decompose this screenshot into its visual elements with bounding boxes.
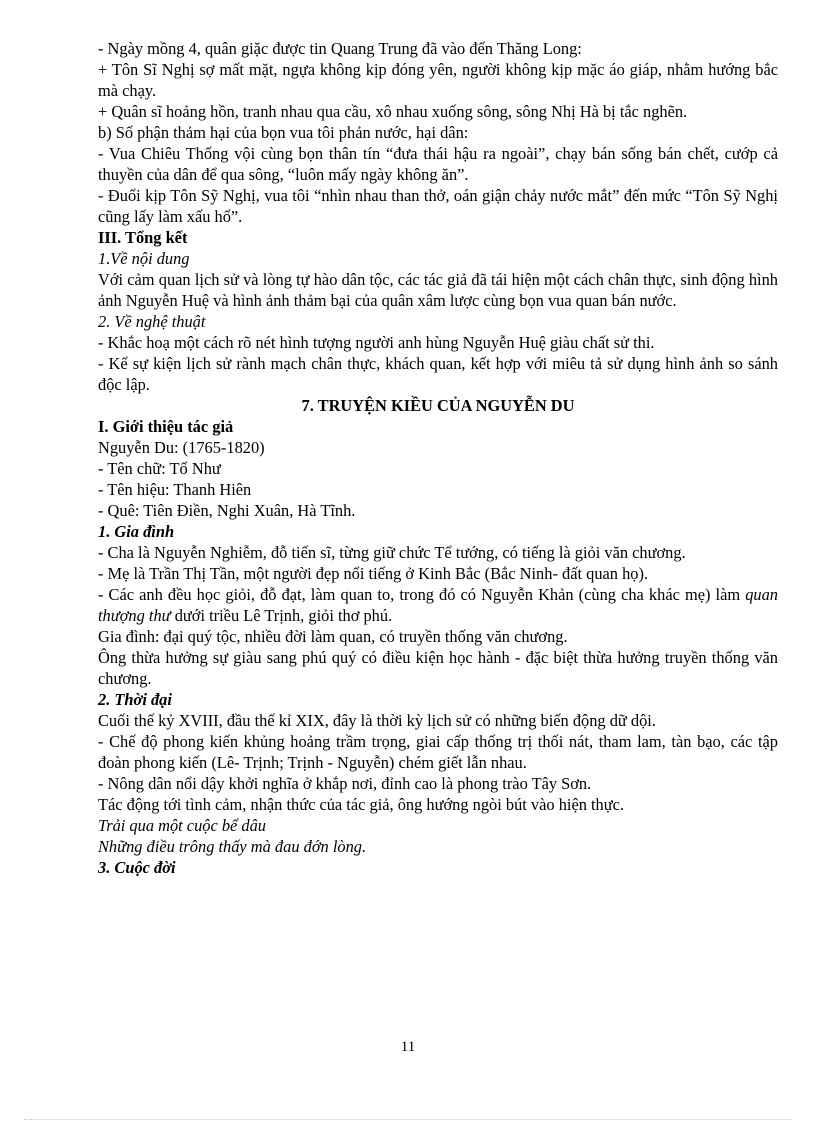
- text-line: - Ngày mồng 4, quân giặc được tin Quang Trung đã vào đến Thăng Long:: [98, 39, 582, 58]
- text-line: Nguyễn Du: (1765-1820): [98, 438, 265, 457]
- page-boundary-divider: [24, 1119, 792, 1120]
- subheading-noidung: 1.Về nội dung: [98, 249, 190, 268]
- text-span: - Các anh đều học giỏi, đỗ đạt, làm quan to, trong đó có Nguyễn Khản (cùng cha khác mẹ) làm: [98, 585, 746, 604]
- text-line: + Quân sĩ hoảng hồn, tranh nhau qua cầu, xô nhau xuống sông, sông Nhị Hà bị tắc nghẽn.: [98, 102, 688, 121]
- text-span: dưới triều Lê Trịnh, giỏi thơ phú.: [170, 606, 393, 625]
- text-line: - Đuổi kịp Tôn Sỹ Nghị, vua tôi “nhìn nhau than thở, oán giận chảy nước mắt” đến mức “Tôn Sỹ Nghị cũng lấy làm xấu hổ”.: [98, 186, 778, 226]
- text-line: - Mẹ là Trần Thị Tần, một người đẹp nổi tiếng ở Kinh Bắc (Bắc Ninh- đất quan họ).: [98, 564, 649, 583]
- text-line: Cuối thế kỷ XVIII, đầu thế kỉ XIX, đây là thời kỳ lịch sử có những biến động dữ dội.: [98, 711, 656, 730]
- text-line: Ông thừa hưởng sự giàu sang phú quý có điều kiện học hành - đặc biệt thừa hưởng truyền thống văn chương.: [98, 648, 778, 688]
- text-line: - Nông dân nổi dậy khởi nghĩa ở khắp nơi, đỉnh cao là phong trào Tây Sơn.: [98, 774, 592, 793]
- text-line: - Tên chữ: Tố Như: [98, 459, 221, 478]
- document-page: [98, 38, 778, 878]
- text-line: - Vua Chiêu Thống vội cùng bọn thân tín “đưa thái hậu ra ngoài”, chạy bán sống bán chết, cướp cả thuyền của dân để qua sông, “luôn mấy ngày không ăn”.: [98, 144, 778, 184]
- text-line: Với cảm quan lịch sử và lòng tự hào dân tộc, các tác giả đã tái hiện một cách chân thực, sinh động hình ảnh Nguyễn Huệ và hình ảnh thảm bại của quân xâm lược cùng bọn vua quan bán nước.: [98, 270, 778, 310]
- chapter-title: 7. TRUYỆN KIỀU CỦA NGUYỄN DU: [301, 396, 575, 415]
- text-line-mixed: [98, 584, 778, 626]
- poem-quote-line: Những điều trông thấy mà đau đớn lòng.: [98, 837, 367, 856]
- italic-term: quan thượng thư: [98, 585, 778, 625]
- text-line: - Kể sự kiện lịch sử rành mạch chân thực, khách quan, kết hợp với miêu tả sử dụng hình ảnh so sánh độc lập.: [98, 354, 778, 394]
- subheading-cuocdoi: 3. Cuộc đời: [98, 858, 176, 877]
- poem-quote-line: Trải qua một cuộc bể dâu: [98, 816, 266, 835]
- section-heading-tacgia: I. Giới thiệu tác giả: [98, 417, 234, 436]
- text-line: - Quê: Tiên Điền, Nghi Xuân, Hà Tĩnh.: [98, 501, 356, 520]
- page-number: 11: [400, 1039, 416, 1055]
- text-line: + Tôn Sĩ Nghị sợ mất mặt, ngựa không kịp đóng yên, người không kịp mặc áo giáp, nhằm hướng bắc mà chạy.: [98, 60, 778, 100]
- text-line: - Cha là Nguyễn Nghiễm, đỗ tiến sĩ, từng giữ chức Tể tướng, có tiếng là giỏi văn chương.: [98, 543, 686, 562]
- text-line: Tác động tới tình cảm, nhận thức của tác giả, ông hướng ngòi bút vào hiện thực.: [98, 795, 625, 814]
- text-line: Gia đình: đại quý tộc, nhiều đời làm quan, có truyền thống văn chương.: [98, 627, 568, 646]
- subheading-nghethuat: 2. Về nghệ thuật: [98, 312, 206, 331]
- subheading-thoidai: 2. Thời đại: [98, 690, 172, 709]
- text-line: b) Số phận thảm hại của bọn vua tôi phản nước, hại dân:: [98, 123, 469, 142]
- subheading-giadinh: 1. Gia đình: [98, 522, 175, 541]
- text-line: - Tên hiệu: Thanh Hiên: [98, 480, 252, 499]
- text-line: - Khắc hoạ một cách rõ nét hình tượng người anh hùng Nguyễn Huệ giàu chất sử thi.: [98, 333, 655, 352]
- section-heading-tongket: III. Tổng kết: [98, 228, 188, 247]
- text-line: - Chế độ phong kiến khủng hoảng trầm trọng, giai cấp thống trị thối nát, tham lam, tàn bạo, các tập đoàn phong kiến (Lê- Trịnh; Trịnh - Nguyễn) chém giết lẫn nhau.: [98, 732, 778, 772]
